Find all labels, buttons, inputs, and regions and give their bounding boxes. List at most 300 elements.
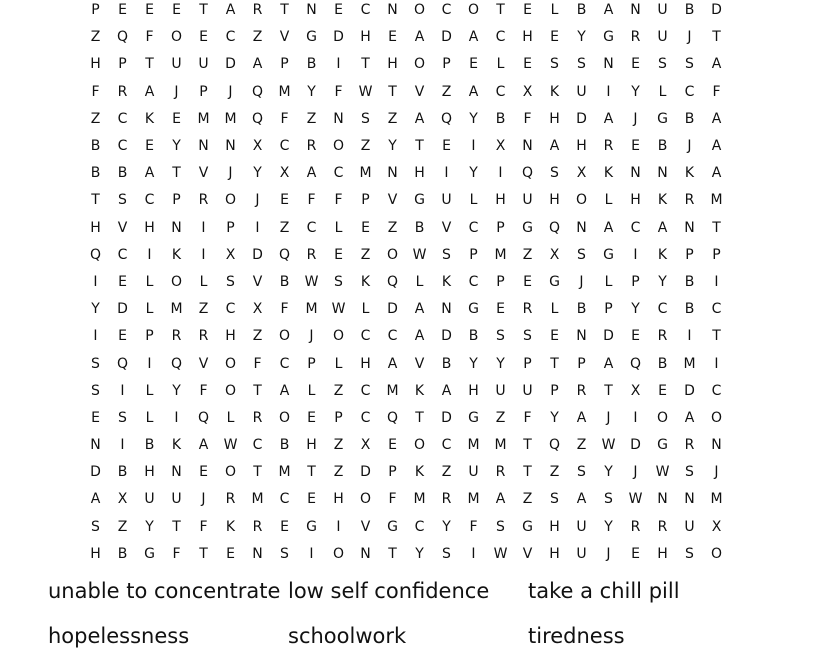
grid-letter[interactable]: T [253,382,262,399]
grid-letter[interactable]: H [414,165,425,182]
grid-letter[interactable]: U [684,518,695,535]
grid-letter[interactable]: V [441,219,452,236]
grid-letter[interactable]: S [685,545,694,562]
grid-letter[interactable]: T [361,56,370,73]
grid-letter[interactable]: I [201,246,206,263]
grid-letter[interactable]: Q [629,355,642,372]
grid-letter[interactable]: J [606,545,611,562]
grid-letter[interactable]: A [144,83,155,100]
grid-letter[interactable]: N [630,165,641,182]
grid-letter[interactable]: P [361,192,370,209]
grid-letter[interactable]: D [711,2,722,19]
grid-letter[interactable]: A [144,165,155,182]
grid-letter[interactable]: F [334,83,343,100]
grid-letter[interactable]: Y [145,518,154,535]
grid-letter[interactable]: E [172,2,181,19]
grid-letter[interactable]: E [496,301,505,318]
grid-letter[interactable]: G [603,29,614,46]
grid-letter[interactable]: B [684,273,695,290]
grid-letter[interactable]: O [224,382,237,399]
grid-letter[interactable]: C [279,491,290,508]
grid-letter[interactable]: F [145,29,154,46]
grid-letter[interactable]: A [279,382,290,399]
grid-letter[interactable]: A [603,110,614,127]
grid-letter[interactable]: N [441,301,452,318]
grid-letter[interactable]: W [493,545,508,562]
grid-letter[interactable]: Q [386,273,399,290]
grid-letter[interactable]: S [685,56,694,73]
grid-letter[interactable]: W [358,83,373,100]
grid-letter[interactable]: N [171,464,182,481]
grid-letter[interactable]: M [305,301,318,318]
grid-letter[interactable]: D [576,110,587,127]
grid-letter[interactable]: M [710,192,723,209]
grid-letter[interactable]: C [333,165,344,182]
grid-letter[interactable]: C [360,382,371,399]
grid-letter[interactable]: F [523,110,532,127]
grid-letter[interactable]: P [199,83,208,100]
grid-letter[interactable]: M [467,491,480,508]
grid-letter[interactable]: I [120,382,125,399]
grid-letter[interactable]: J [687,138,692,155]
grid-letter[interactable]: I [255,219,260,236]
grid-letter[interactable]: P [226,219,235,236]
grid-letter[interactable]: P [577,355,586,372]
grid-letter[interactable]: G [603,246,614,263]
grid-letter[interactable]: U [495,382,506,399]
grid-letter[interactable]: I [120,437,125,454]
grid-letter[interactable]: C [225,29,236,46]
grid-letter[interactable]: P [523,355,532,372]
grid-letter[interactable]: H [522,29,533,46]
grid-letter[interactable]: C [225,301,236,318]
grid-letter[interactable]: Y [658,273,667,290]
grid-letter[interactable]: N [225,138,236,155]
grid-letter[interactable]: E [145,2,154,19]
grid-letter[interactable]: C [468,219,479,236]
grid-letter[interactable]: Z [279,219,290,236]
grid-letter[interactable]: Y [577,29,586,46]
grid-letter[interactable]: C [441,437,452,454]
grid-letter[interactable]: K [657,192,668,209]
grid-letter[interactable]: J [255,192,260,209]
grid-letter[interactable]: E [550,29,559,46]
grid-letter[interactable]: P [172,192,181,209]
grid-letter[interactable]: F [253,355,262,372]
grid-letter[interactable]: R [306,138,317,155]
grid-letter[interactable]: M [413,491,426,508]
grid-letter[interactable]: H [360,29,371,46]
grid-letter[interactable]: D [117,301,128,318]
grid-letter[interactable]: I [606,83,611,100]
grid-letter[interactable]: Z [387,219,398,236]
grid-letter[interactable]: D [684,382,695,399]
grid-letter[interactable]: H [90,56,101,73]
grid-letter[interactable]: D [252,246,263,263]
grid-letter[interactable]: E [307,409,316,426]
grid-letter[interactable]: P [91,2,100,19]
grid-letter[interactable]: K [657,246,668,263]
grid-letter[interactable]: A [657,219,668,236]
grid-letter[interactable]: C [414,518,425,535]
grid-letter[interactable]: X [117,491,128,508]
grid-letter[interactable]: I [444,165,449,182]
grid-letter[interactable]: T [496,2,505,19]
grid-letter[interactable]: E [199,464,208,481]
grid-letter[interactable]: E [307,491,316,508]
grid-letter[interactable]: Z [90,110,101,127]
grid-letter[interactable]: D [90,464,101,481]
grid-letter[interactable]: Y [442,518,451,535]
grid-letter[interactable]: B [117,545,128,562]
grid-letter[interactable]: J [687,29,692,46]
grid-letter[interactable]: P [307,355,316,372]
grid-letter[interactable]: L [334,219,343,236]
grid-letter[interactable]: R [630,518,641,535]
grid-letter[interactable]: Z [441,464,452,481]
grid-letter[interactable]: O [224,192,237,209]
grid-letter[interactable]: H [630,192,641,209]
grid-letter[interactable]: R [198,328,209,345]
grid-letter[interactable]: V [360,518,371,535]
grid-letter[interactable]: V [387,192,398,209]
grid-letter[interactable]: P [685,246,694,263]
grid-letter[interactable]: A [198,437,209,454]
grid-letter[interactable]: B [414,219,425,236]
grid-letter[interactable]: J [174,83,179,100]
grid-letter[interactable]: I [201,219,206,236]
grid-letter[interactable]: A [414,301,425,318]
grid-letter[interactable]: H [144,219,155,236]
grid-letter[interactable]: Y [307,83,316,100]
grid-letter[interactable]: C [306,219,317,236]
grid-letter[interactable]: P [550,382,559,399]
grid-letter[interactable]: E [172,110,181,127]
grid-letter[interactable]: G [657,437,668,454]
grid-letter[interactable]: M [494,246,507,263]
grid-letter[interactable]: B [576,2,587,19]
grid-letter[interactable]: H [549,110,560,127]
grid-letter[interactable]: H [225,328,236,345]
grid-letter[interactable]: Z [117,518,128,535]
grid-letter[interactable]: O [224,464,237,481]
grid-letter[interactable]: C [711,382,722,399]
grid-letter[interactable]: O [710,545,723,562]
grid-letter[interactable]: H [468,382,479,399]
grid-letter[interactable]: K [360,273,371,290]
grid-letter[interactable]: A [711,138,722,155]
grid-letter[interactable]: P [118,56,127,73]
grid-letter[interactable]: X [630,382,641,399]
grid-letter[interactable]: Q [251,110,264,127]
grid-letter[interactable]: Z [333,464,344,481]
grid-letter[interactable]: A [306,165,317,182]
grid-letter[interactable]: C [630,219,641,236]
grid-letter[interactable]: B [144,437,155,454]
grid-letter[interactable]: Y [604,464,613,481]
grid-letter[interactable]: Y [172,382,181,399]
grid-letter[interactable]: A [576,491,587,508]
grid-letter[interactable]: U [144,491,155,508]
grid-letter[interactable]: B [117,165,128,182]
grid-letter[interactable]: Q [89,246,102,263]
grid-letter[interactable]: A [603,219,614,236]
grid-letter[interactable]: A [549,138,560,155]
grid-letter[interactable]: E [118,2,127,19]
grid-letter[interactable]: I [147,355,152,372]
grid-letter[interactable]: F [334,192,343,209]
grid-letter[interactable]: Z [360,138,371,155]
grid-letter[interactable]: G [414,192,425,209]
grid-letter[interactable]: Q [116,29,129,46]
grid-letter[interactable]: N [711,437,722,454]
grid-letter[interactable]: H [549,545,560,562]
grid-letter[interactable]: L [334,355,343,372]
grid-letter[interactable]: Q [116,355,129,372]
grid-letter[interactable]: B [441,355,452,372]
grid-letter[interactable]: U [198,56,209,73]
grid-letter[interactable]: F [199,382,208,399]
grid-letter[interactable]: E [118,328,127,345]
grid-letter[interactable]: S [577,246,586,263]
grid-letter[interactable]: Z [576,437,587,454]
grid-letter[interactable]: C [360,2,371,19]
grid-letter[interactable]: Y [91,301,100,318]
grid-letter[interactable]: D [441,328,452,345]
grid-letter[interactable]: I [93,328,98,345]
grid-letter[interactable]: S [550,56,559,73]
grid-letter[interactable]: L [604,192,613,209]
grid-letter[interactable]: M [359,165,372,182]
grid-letter[interactable]: K [144,110,155,127]
grid-letter[interactable]: J [606,409,611,426]
grid-letter[interactable]: P [631,273,640,290]
grid-letter[interactable]: C [117,110,128,127]
grid-letter[interactable]: E [658,382,667,399]
grid-letter[interactable]: I [714,355,719,372]
grid-letter[interactable]: F [172,545,181,562]
grid-letter[interactable]: C [117,138,128,155]
grid-letter[interactable]: N [657,491,668,508]
grid-letter[interactable]: Q [278,246,291,263]
grid-letter[interactable]: L [145,301,154,318]
grid-letter[interactable]: N [576,219,587,236]
grid-letter[interactable]: V [117,219,128,236]
grid-letter[interactable]: B [684,301,695,318]
grid-letter[interactable]: S [685,464,694,481]
grid-letter[interactable]: M [278,464,291,481]
grid-letter[interactable]: V [522,545,533,562]
grid-letter[interactable]: O [332,328,345,345]
grid-letter[interactable]: X [495,138,506,155]
grid-letter[interactable]: Z [495,409,506,426]
grid-letter[interactable]: W [601,437,616,454]
grid-letter[interactable]: E [334,2,343,19]
grid-letter[interactable]: C [279,355,290,372]
grid-letter[interactable]: J [633,110,638,127]
grid-letter[interactable]: E [199,29,208,46]
grid-letter[interactable]: D [360,464,371,481]
grid-letter[interactable]: H [90,219,101,236]
grid-letter[interactable]: N [252,545,263,562]
grid-letter[interactable]: F [388,491,397,508]
grid-letter[interactable]: V [279,29,290,46]
grid-letter[interactable]: J [714,464,719,481]
grid-letter[interactable]: X [279,165,290,182]
grid-letter[interactable]: T [523,437,532,454]
grid-letter[interactable]: J [201,491,206,508]
grid-letter[interactable]: I [498,165,503,182]
grid-letter[interactable]: Z [360,246,371,263]
grid-letter[interactable]: I [633,409,638,426]
grid-letter[interactable]: Z [333,382,344,399]
grid-letter[interactable]: R [684,192,695,209]
grid-letter[interactable]: K [684,165,695,182]
grid-letter[interactable]: I [336,56,341,73]
grid-letter[interactable]: M [467,437,480,454]
grid-letter[interactable]: M [683,355,696,372]
grid-letter[interactable]: I [633,246,638,263]
grid-letter[interactable]: K [549,83,560,100]
grid-letter[interactable]: M [494,437,507,454]
grid-letter[interactable]: T [712,328,721,345]
grid-letter[interactable]: E [523,273,532,290]
grid-letter[interactable]: I [336,518,341,535]
grid-letter[interactable]: S [550,491,559,508]
grid-letter[interactable]: W [412,246,427,263]
grid-letter[interactable]: E [226,545,235,562]
grid-letter[interactable]: C [144,192,155,209]
grid-letter[interactable]: O [413,2,426,19]
grid-letter[interactable]: L [604,273,613,290]
grid-letter[interactable]: T [145,56,154,73]
grid-letter[interactable]: N [684,219,695,236]
grid-letter[interactable]: Z [441,83,452,100]
grid-letter[interactable]: E [631,328,640,345]
grid-letter[interactable]: T [712,219,721,236]
grid-letter[interactable]: J [228,83,233,100]
grid-letter[interactable]: X [522,83,533,100]
grid-letter[interactable]: J [228,165,233,182]
grid-letter[interactable]: X [576,165,587,182]
grid-letter[interactable]: T [199,2,208,19]
grid-letter[interactable]: S [334,273,343,290]
grid-letter[interactable]: R [441,491,452,508]
grid-letter[interactable]: E [523,2,532,19]
grid-letter[interactable]: I [471,545,476,562]
grid-letter[interactable]: B [495,110,506,127]
grid-letter[interactable]: H [495,192,506,209]
grid-letter[interactable]: M [710,491,723,508]
grid-letter[interactable]: E [91,409,100,426]
grid-letter[interactable]: R [117,83,128,100]
grid-letter[interactable]: R [657,518,668,535]
grid-letter[interactable]: S [91,355,100,372]
grid-letter[interactable]: P [496,219,505,236]
grid-letter[interactable]: C [711,301,722,318]
grid-letter[interactable]: F [280,110,289,127]
grid-letter[interactable]: H [360,355,371,372]
grid-letter[interactable]: H [549,518,560,535]
grid-letter[interactable]: C [387,328,398,345]
grid-letter[interactable]: B [576,301,587,318]
grid-letter[interactable]: T [172,518,181,535]
grid-letter[interactable]: A [252,56,263,73]
grid-letter[interactable]: G [468,409,479,426]
grid-letter[interactable]: I [714,273,719,290]
grid-letter[interactable]: H [306,437,317,454]
grid-letter[interactable]: E [631,56,640,73]
grid-letter[interactable]: L [145,409,154,426]
grid-letter[interactable]: F [280,301,289,318]
grid-letter[interactable]: T [712,29,721,46]
grid-letter[interactable]: R [252,518,263,535]
grid-letter[interactable]: Y [631,83,640,100]
grid-letter[interactable]: U [657,29,668,46]
grid-letter[interactable]: L [199,273,208,290]
grid-letter[interactable]: P [496,273,505,290]
grid-letter[interactable]: S [577,464,586,481]
grid-letter[interactable]: X [252,138,263,155]
grid-letter[interactable]: B [279,437,290,454]
grid-letter[interactable]: V [198,355,209,372]
grid-letter[interactable]: W [655,464,670,481]
grid-letter[interactable]: W [304,273,319,290]
grid-letter[interactable]: Y [496,355,505,372]
grid-letter[interactable]: J [633,464,638,481]
grid-letter[interactable]: O [224,355,237,372]
grid-letter[interactable]: Z [387,110,398,127]
grid-letter[interactable]: N [90,437,101,454]
grid-letter[interactable]: R [171,328,182,345]
grid-letter[interactable]: R [252,409,263,426]
grid-letter[interactable]: O [413,437,426,454]
grid-letter[interactable]: Z [522,246,533,263]
grid-letter[interactable]: S [280,545,289,562]
grid-letter[interactable]: A [603,2,614,19]
grid-letter[interactable]: S [118,192,127,209]
grid-letter[interactable]: G [387,518,398,535]
grid-letter[interactable]: G [522,518,533,535]
grid-letter[interactable]: G [306,518,317,535]
grid-letter[interactable]: Q [521,165,534,182]
grid-letter[interactable]: L [469,192,478,209]
grid-letter[interactable]: P [442,56,451,73]
grid-letter[interactable]: V [414,355,425,372]
grid-letter[interactable]: A [468,29,479,46]
grid-letter[interactable]: S [442,246,451,263]
grid-letter[interactable]: C [252,437,263,454]
grid-letter[interactable]: D [441,409,452,426]
grid-letter[interactable]: U [441,192,452,209]
grid-letter[interactable]: Y [172,138,181,155]
grid-letter[interactable]: M [170,301,183,318]
grid-letter[interactable]: S [658,56,667,73]
grid-letter[interactable]: C [684,83,695,100]
grid-letter[interactable]: N [360,545,371,562]
grid-letter[interactable]: E [388,29,397,46]
grid-letter[interactable]: T [550,355,559,372]
grid-letter[interactable]: M [197,110,210,127]
grid-letter[interactable]: Q [548,219,561,236]
grid-letter[interactable]: P [280,56,289,73]
grid-letter[interactable]: L [145,382,154,399]
grid-letter[interactable]: O [386,246,399,263]
grid-letter[interactable]: N [387,165,398,182]
grid-letter[interactable]: Y [253,165,262,182]
grid-letter[interactable]: D [333,29,344,46]
grid-letter[interactable]: H [549,192,560,209]
